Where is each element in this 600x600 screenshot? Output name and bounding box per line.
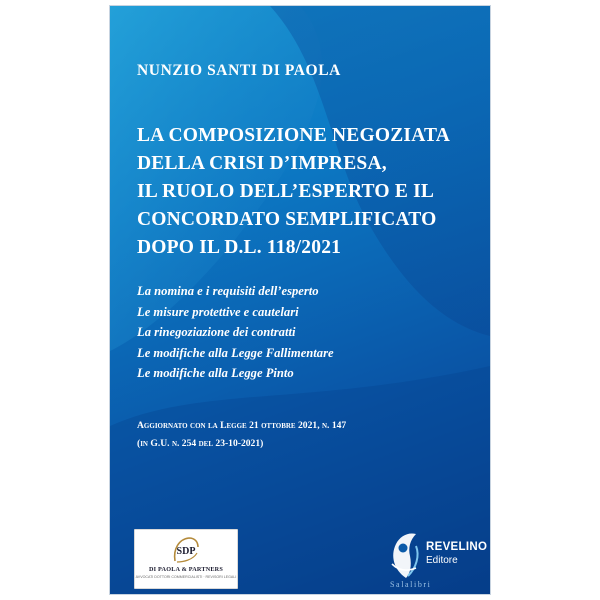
title-line: DOPO IL D.L. 118/2021 [137, 237, 342, 258]
author-name: NUNZIO SANTI DI PAOLA [137, 62, 341, 79]
title-line: IL RUOLO DELL’ESPERTO E IL [137, 181, 435, 202]
topic-item: Le modifiche alla Legge Pinto [137, 366, 294, 380]
partner-logo-card [134, 529, 238, 589]
sdp-monogram-text: SDP [176, 546, 196, 557]
publisher-subtitle: Editore [426, 555, 458, 566]
topic-item: La nomina e i requisiti dell’esperto [137, 284, 319, 298]
publisher-name: REVELINO [426, 541, 488, 553]
partner-name: DI PAOLA & PARTNERS [149, 566, 223, 573]
title-line: LA COMPOSIZIONE NEGOZIATA [137, 125, 451, 146]
update-line: Aggiornato con la Legge 21 ottobre 2021, n. 147 [137, 420, 347, 431]
update-note [137, 417, 346, 453]
publisher-series: Salalibri [390, 580, 432, 589]
topic-item: Le misure protettive e cautelari [137, 304, 299, 319]
revelino-leaf-icon [386, 526, 426, 582]
book-title [137, 122, 450, 262]
topic-list [137, 281, 334, 384]
title-line: CONCORDATO SEMPLIFICATO [137, 209, 437, 230]
partner-tagline: AVVOCATI DOTTORI COMMERCIALISTI · REVISORI LEGALI [135, 575, 237, 579]
topic-item: La rinegoziazione dei contratti [137, 325, 296, 339]
publisher-logo [386, 526, 486, 594]
topic-item: Le modifiche alla Legge Fallimentare [137, 345, 334, 360]
title-line: DELLA CRISI D’IMPRESA, [137, 153, 387, 174]
sdp-monogram-icon [171, 535, 201, 565]
update-line: (in G.U. n. 254 del 23-10-2021) [137, 438, 264, 449]
book-cover [110, 6, 490, 594]
